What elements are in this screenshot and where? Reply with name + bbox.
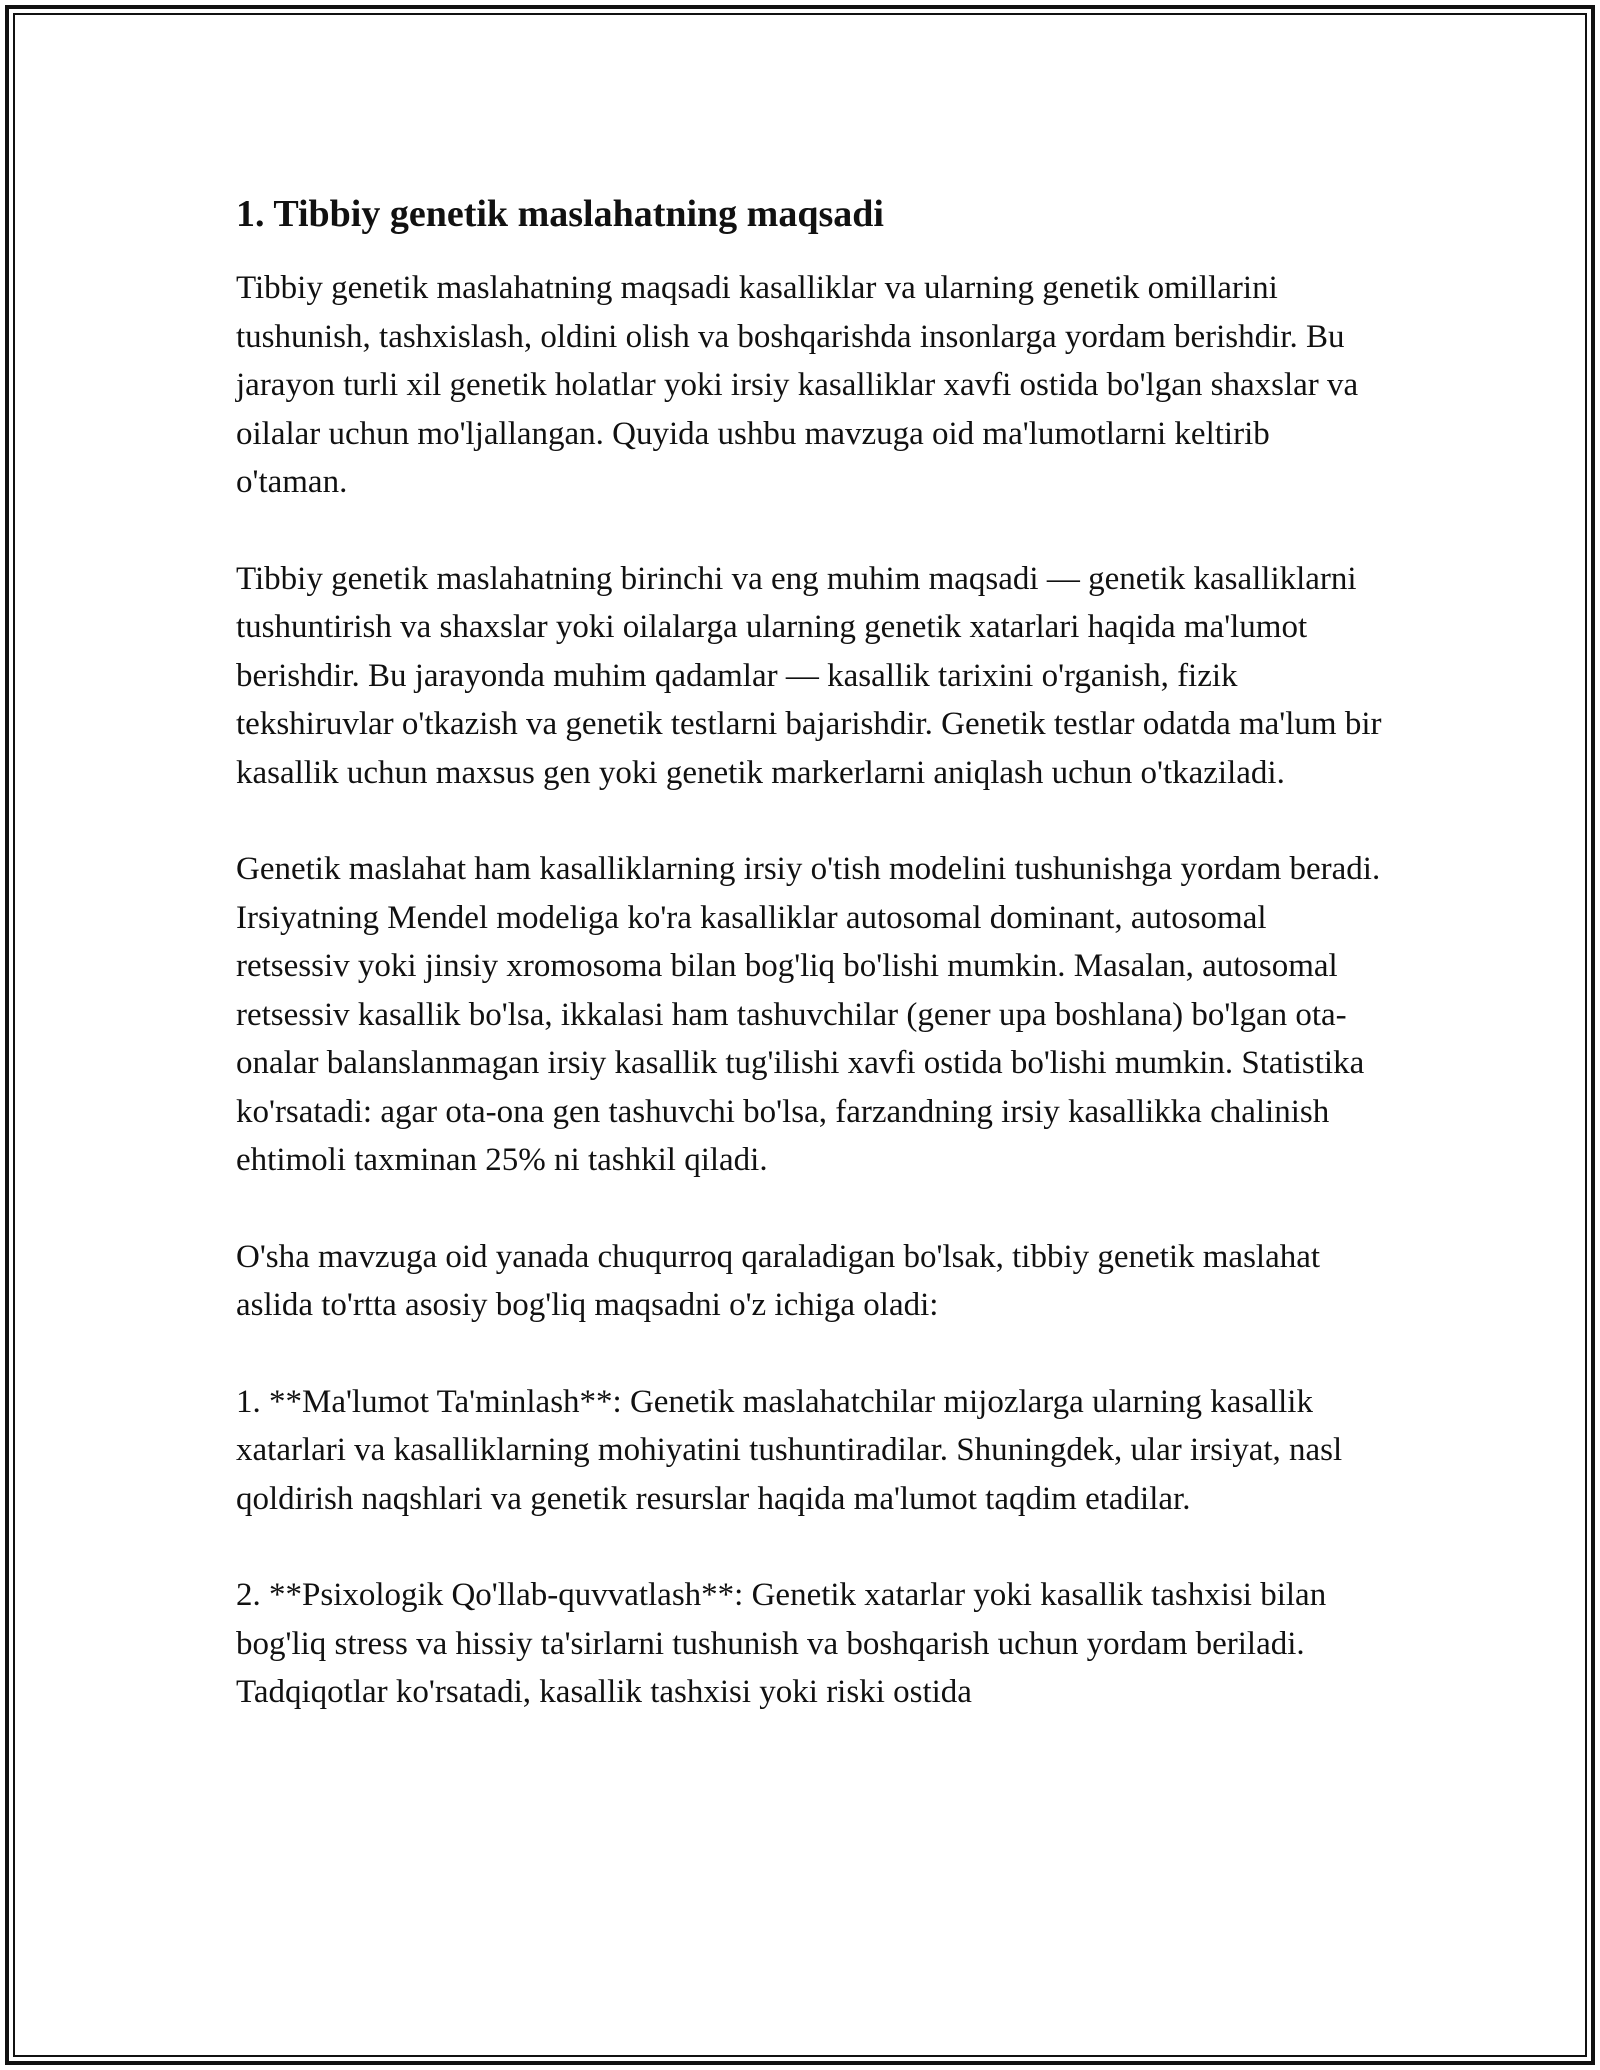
paragraph-intro: Tibbiy genetik maslahatning maqsadi kasalliklar va ularning genetik omillarini tushunish, tashxislash, oldini olish va boshqarishda insonlarga yordam berishdir. Bu jarayon turli xil genetik holatlar yoki irsiy kasalliklar xavfi ostida bo'lgan shaxslar va oilalar uchun mo'ljallangan. Quyida ushbu mavzuga oid ma'lumotlarni keltirib o'taman. — [236, 270, 1359, 500]
section-heading: 1. Tibbiy genetik maslahatning maqsadi — [236, 193, 884, 235]
paragraph-primary-goal: Tibbiy genetik maslahatning birinchi va eng muhim maqsadi — genetik kasalliklarni tushuntirish va shaxslar yoki oilalarga ularning genetik xatarlari haqida ma'lumot berishdir. Bu jarayonda muhim qadamlar — kasallik tarixini o'rganish, fizik tekshiruvlar o'tkazish va genetik testlarni bajarishdir. Genetik testlar odatda ma'lum bir kasallik uchun maxsus gen yoki genetik markerlarni aniqlash uchun o'tkaziladi. — [236, 560, 1382, 791]
document-body — [236, 186, 1386, 1717]
list-item-information: 1. **Ma'lumot Ta'minlash**: Genetik maslahatchilar mijozlarga ularning kasallik xatarlari va kasalliklarning mohiyatini tushuntiradilar. Shuningdek, ular irsiyat, nasl qoldirish naqshlari va genetik resurslar haqida ma'lumot taqdim etadilar. — [236, 1383, 1343, 1517]
paragraph-inheritance: Genetik maslahat ham kasalliklarning irsiy o'tish modelini tushunishga yordam beradi. Irsiyatning Mendel modeliga ko'ra kasalliklar autosomal dominant, autosomal retsessiv yoki jinsiy xromosoma bilan bog'liq bo'lishi mumkin. Masalan, autosomal retsessiv kasallik bo'lsa, ikkalasi ham tashuvchilar (gener upa boshlana) bo'lgan ota-onalar balanslanmagan irsiy kasallik tug'ilishi xavfi ostida bo'lishi mumkin. Statistika ko'rsatadi: agar ota-ona gen tashuvchi bo'lsa, farzandning irsiy kasallikka chalinish ehtimoli taxminan 25% ni tashkil qiladi. — [236, 851, 1381, 1178]
paragraph-four-goals-intro: O'sha mavzuga oid yanada chuqurroq qaraladigan bo'lsak, tibbiy genetik maslahat aslida to'rtta asosiy bog'liq maqsadni o'z ichiga oladi: — [236, 1238, 1321, 1323]
list-item-psychological-support: 2. **Psixologik Qo'llab-quvvatlash**: Genetik xatarlar yoki kasallik tashxisi bilan bog'liq stress va hissiy ta'sirlarni tushunish va boshqarish uchun yordam beriladi. Tadqiqotlar ko'rsatadi, kasallik tashxisi yoki riski ostida — [236, 1577, 1327, 1710]
